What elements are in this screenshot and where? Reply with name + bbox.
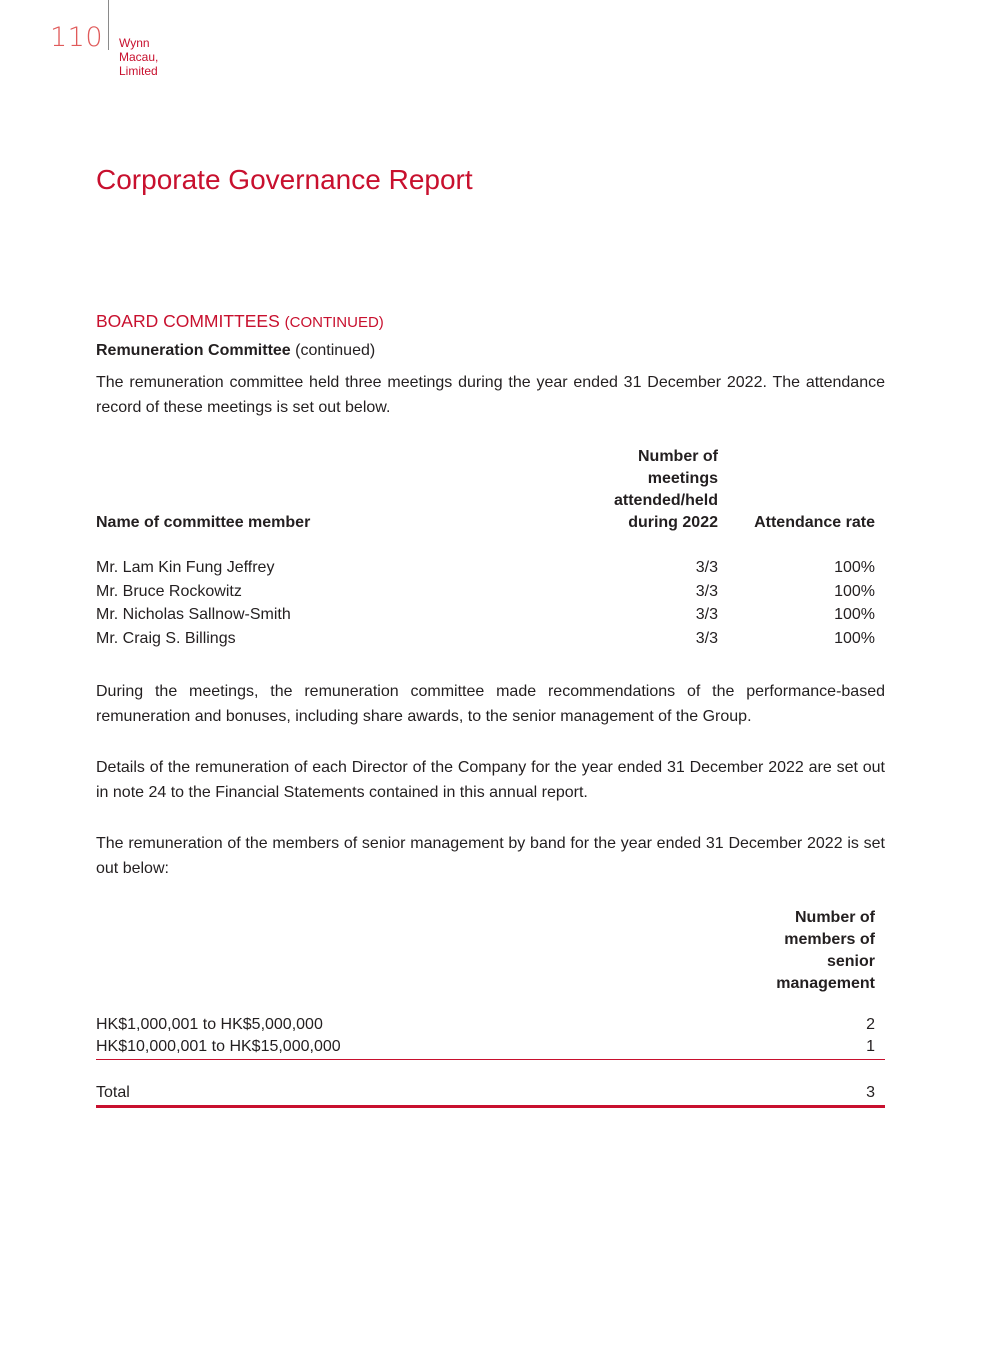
meetings-attended: 3/3 [695,629,718,647]
table-row [96,580,885,604]
section-heading-suffix: (CONTINUED) [284,314,384,331]
intro-paragraph: The remuneration committee held three meetings during the year ended 31 December 2022. The attendance record of these meetings is set out below. [96,374,885,416]
attendance-table [96,444,885,650]
attendance-table-header [96,444,885,534]
band-count: 1 [866,1038,875,1055]
band-count: 2 [866,1016,875,1033]
band-table-header [96,905,885,995]
subsection-suffix: (continued) [295,342,376,359]
company-name: Wynn Macau, Limited [119,36,159,78]
band-range: HK$1,000,001 to HK$5,000,000 [96,1016,323,1033]
header-member-count-line: management [776,975,875,992]
attendance-rate: 100% [834,559,875,576]
member-name: Mr. Bruce Rockowitz [96,582,242,600]
header-meetings [518,446,718,534]
header-member-count-line: senior [826,953,875,970]
bands-intro-paragraph: The remuneration of the members of senior management by band for the year ended 31 December 2022 is set out below: [96,835,885,877]
total-label: Total [96,1084,130,1101]
page-number: 110 [50,22,104,53]
band-range: HK$10,000,001 to HK$15,000,000 [96,1038,341,1055]
header-member-count [715,907,875,995]
header-meetings-line: Number of [638,448,718,465]
meetings-paragraph: During the meetings, the remuneration committee made recommendations of the performance-based remuneration and bonuses, including share awards, to the senior management of the Group. [96,683,885,725]
meetings-attended: 3/3 [695,582,718,600]
subtotal-rule [96,1059,885,1060]
subsection-title: Remuneration Committee [96,342,291,359]
section-heading [96,311,384,332]
attendance-rate: 100% [834,606,875,623]
member-name: Mr. Nicholas Sallnow-Smith [96,606,291,623]
table-row [96,1036,885,1058]
header-meetings-line: during 2022 [628,514,718,531]
meetings-attended: 3/3 [695,606,718,623]
section-heading-text: BOARD COMMITTEES [96,311,280,331]
member-name: Mr. Lam Kin Fung Jeffrey [96,559,275,576]
total-rule [96,1105,885,1108]
report-title: Corporate Governance Report [96,164,473,195]
header-member-count-line: members of [784,931,875,948]
total-value: 3 [866,1084,875,1101]
attendance-rate: 100% [834,629,875,647]
attendance-rate: 100% [834,582,875,600]
header-meetings-line: attended/held [613,492,718,509]
member-name: Mr. Craig S. Billings [96,629,236,647]
subsection-heading [96,342,375,360]
details-paragraph: Details of the remuneration of each Director of the Company for the year ended 31 December 2022 are set out in note 24 to the Financial Statements contained in this annual report. [96,759,885,801]
attendance-table-body [96,556,885,650]
header-member-count-line: Number of [795,909,875,926]
total-row [96,1081,885,1105]
table-row [96,556,885,580]
table-row [96,1014,885,1036]
remuneration-band-table [96,905,885,1108]
header-meetings-line: meetings [647,470,718,487]
header-attendance-rate: Attendance rate [754,514,875,531]
table-row [96,603,885,627]
header-divider [108,0,109,50]
band-table-body [96,1014,885,1108]
header-member-name: Name of committee member [96,514,311,531]
table-row [96,627,885,651]
meetings-attended: 3/3 [695,559,718,576]
